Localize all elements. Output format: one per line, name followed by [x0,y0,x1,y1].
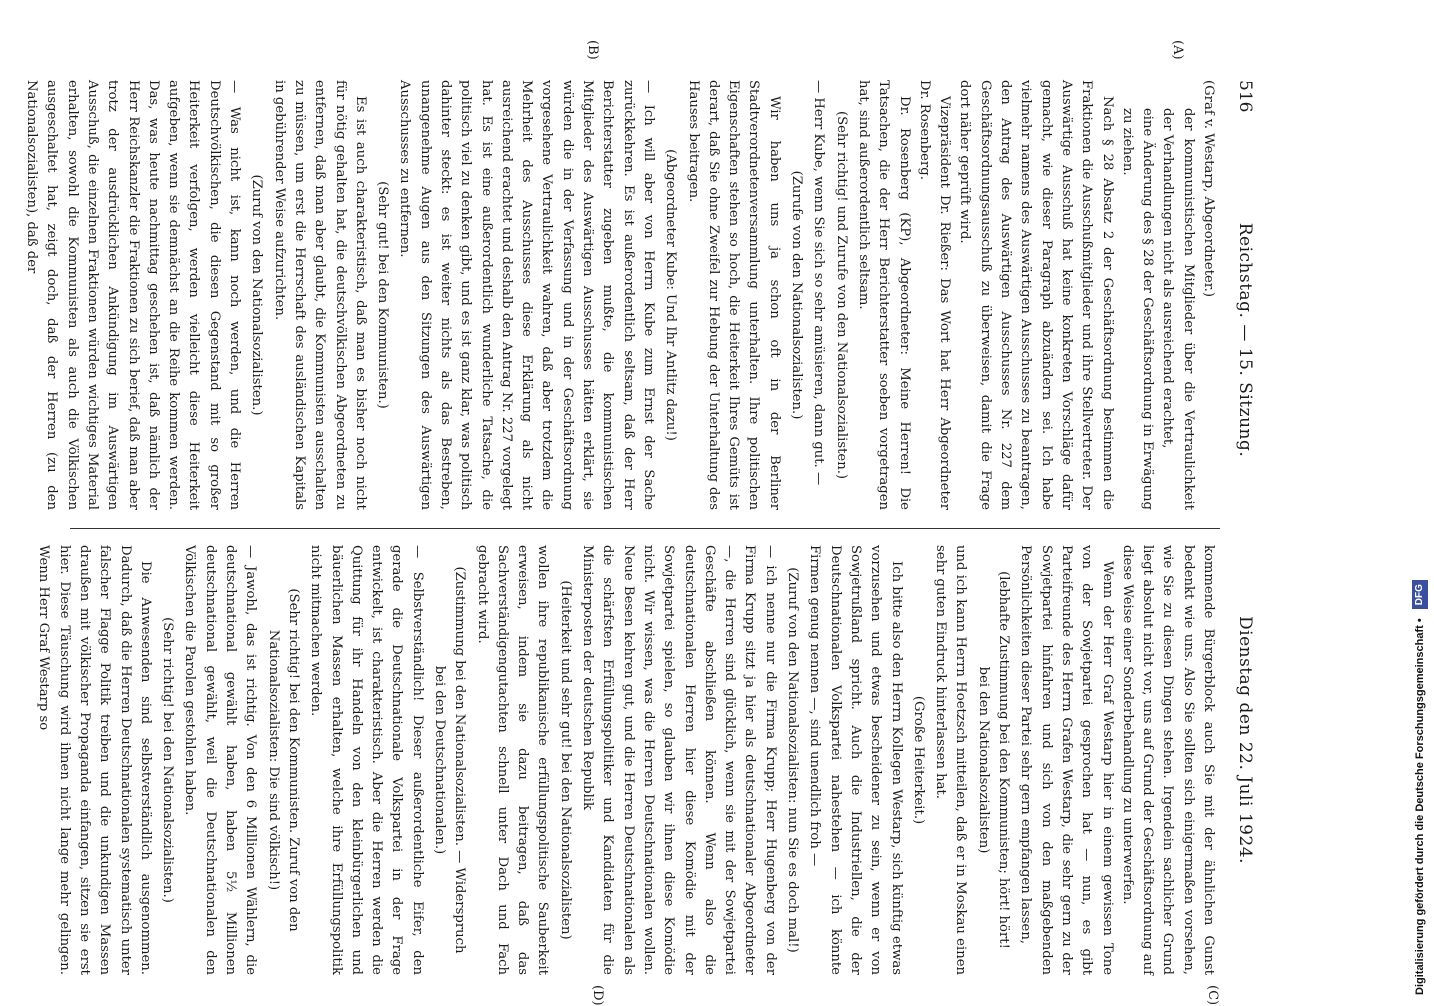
paragraph: (Sehr richtig! bei den Nationalsozialisten.) [160,617,176,903]
left-running-title: Reichstag. — 15. Sitzung. [1235,222,1255,458]
paragraph: — Ich will aber von Herrn Kube zum Ernst der Sache zurückkehren. Es ist außerordentlich seltsam, daß der Herr Berichterstatter zugeben mußte, die kommunistischen Mitglieder des Auswärtigen Ausschusses hätten erklärt, sie würden die in der Verfassung und in der Geschäftsordnung vorgesehene Vertraulichkeit wahren, daß aber trotzdem die Mehrheit des Ausschusses diese Erklärung als nicht ausreichend erachtet und deshalb den Antrag Nr. 227 vorgelegt hat. Es ist eine außerordentlich wunderliche Tatsache, die politisch viel zu denken gibt, und es ist ganz klar, was politisch dahinter steckt: es ist weiter nichts als das Bestreben, unangenehme Augen aus den Sitzungen des Auswärtigen Ausschusses zu entfernen. [397,80,656,510]
paragraph: Ich bitte also den Herrn Kollegen Westarp, sich künftig etwas vorzusehen und etwas bescheidener zu sein, wenn er von Sowjetrußland spricht. Auch die Industriellen, die der Deutschnationalen Volkspartei nahestehen — ich könnte Firmen genug nennen —, sind unendlich froh — [807,545,904,975]
paragraph: und ich kann Herrn Hoetzsch mitteilen, daß er in Moskau einen sehr guten Eindruck hinterlassen hat. [933,545,969,975]
dfg-logo: DFG [1412,580,1428,609]
paragraph: Wir haben uns ja schon oft in der Berliner Stadtverordnetenversammlung unterhalten. Ihre politischen Eigenschaften stehen so hoch, die Heiterkeit Ihres Gemüts ist derart, daß Sie ohne Zweifel zur Hebung der Unterhaltung des Hauses beitragen. [685,80,782,510]
paragraph: (Sehr richtig! bei den Kommunisten. Zuruf von den Nationalsozialisten: Die sind völkisch!) [265,588,301,932]
right-running-title: Dienstag den 22. Juli 1924. [1235,616,1255,864]
paragraph: Vizepräsident Dr. Rießer: Das Wort hat Herr Abgeordneter Dr. Rosenberg. [916,80,953,510]
paragraph: (Sehr richtig! und Zurufe von den Nationalsozialisten.) [833,110,849,480]
paragraph: — Jawohl, das ist richtig. Von den 6 Millionen Wählern, die deutschnational gewählt haben, haben 5½ Millionen deutschnational gewählt, weil die Deutschnationalen den Völkischen die Parolen gestohlen haben. [182,545,259,975]
paragraph: Die Anwesenden sind selbstverständlich ausgenommen. Dadurch, daß die Herren Deutschnationalen systematisch unter falscher Flagge Politik treiben und die unkundigen Massen draußen mit völkischer Propaganda einfangen, sitzen sie erst hier. Diese Täuschung wird ihnen nicht lange mehr gelingen. Wenn Herr Graf Westarp so [36,545,153,975]
paragraph: (Abgeordneter Kube: Und Ihr Antlitz dazu!) [663,149,679,441]
right-text-column [33,545,1218,975]
paragraph: (Zustimmung bei den Nationalsozialisten. — Widerspruch bei den Deutschnationalen.) [432,566,468,954]
paragraph: eine Änderung des § 28 der Geschäftsordnung in Erwägung zu ziehen. [1119,108,1156,510]
paragraph: Wenn der Herr Graf Westarp hier in einem gewissen Tone von der Sowjetpartei gesprochen hat — nun, es gibt Parteifreunde des Herrn Grafen Westarp, die sehr gern zu der Sowjetpartei hinfahren und sich von den maßgebenden Persönlichkeiten dieser Partei sehr gern empfangen lassen, [1018,545,1115,975]
credit-text: Digitalisierung gefördert durch die Deutsche Forschungsgemeinschaft • [1414,618,1426,995]
paragraph: (Graf v. Westarp, Abgeordneter.) [1201,80,1216,298]
paragraph: Nach § 28 Absatz 2 der Geschäftsordnung bestimmen die Fraktionen die Ausschußmitglieder und ihre Stellvertreter. Der Auswärtige Ausschuß hat keine konkreten Vorschläge dafür gemacht, wie dieser Paragraph abzuändern sei. Ich habe vielmehr namens des Auswärtigen Ausschusses zu beantragen, den Antrag des Auswärtigen Ausschusses Nr. 227 dem Geschäftsordnungsausschuß zu überweisen, damit die Frage dort näher geprüft wird. [957,80,1115,510]
margin-mark-a: (A) [1170,40,1185,60]
column-divider [70,528,1220,529]
paragraph: (lebhafte Zustimmung bei den Kommunisten; hört! hört! bei den Nationalsozialisten) [975,571,1012,949]
paragraph: der kommunistischen Mitglieder über die Vertraulichkeit der Verhandlungen nicht als ausreichend erachtet, [1160,108,1196,510]
paragraph: — Was nicht ist, kann noch werden, und die Herren Deutschvölkischen, die diesen Gegenstand mit so großer Heiterkeit verfolgen, werden vielleicht diese Heiterkeit aufgeben, wenn sie demnächst an die Reihe kommen werden. Das, was heute nachmittag geschehen ist, daß nämlich der Herr Reichskanzler die Fraktionen zu sich berief, daß man aber trotz der ausdrücklichen Ankündigung im Auswärtigen Ausschuß, die einzelnen Fraktionen würden wichtiges Material erhalten, sowohl die Kommunisten als auch die Völkischen ausgeschaltet hat, zeigt doch, daß der Herren (zu den Nationalsozialisten), daß der [24,80,243,510]
paragraph: (Heiterkeit und sehr gut! bei den Nationalsozialisten) [557,580,573,940]
paragraph: (Große Heiterkeit.) [910,695,926,825]
left-text-column [21,80,1218,510]
paragraph: wollen ihre republikanische erfüllungspolitische Sauberkeit erweisen, indem sie dazu beitragen, daß das Sachverständigengutachten schnell unter Dach und Fach gebracht wird. [474,545,551,975]
paragraph: kommende Bürgerblock auch Sie mit der ähnlichen Gunst bedenkt wie uns. Also Sie sollten sich einigermaßen vorsehen, wie Sie zu diesen Dingen stehen. Irgendein sachlicher Grund liegt absolut nicht vor, uns auf Grund der Geschäftsordnung auf diese Weise einer Sonderbehandlung zu unterwerfen. [1119,545,1216,975]
margin-mark-d: (D) [590,985,605,1006]
margin-mark-b: (B) [585,40,600,60]
paragraph: Es ist auch charakteristisch, daß man es bisher noch nicht für nötig gehalten hat, die deutschvölkischen Abgeordneten zu entfernen, daß man aber glaubt, die Kommunisten ausschalten zu müssen, um erst die Herrschaft des ausländischen Kapitals in gebührender Weise aufzurichten. [271,80,368,510]
page-number: 516 [1235,80,1255,113]
page-header [1227,80,1255,940]
paragraph: — Selbstverständlich! Dieser außerordentliche Eifer, den gerade die Deutschnationale Volkspartei in der Frage entwickelt, ist charakteristisch. Aber die Herren werden die Quittung für ihr Handeln von den kleinbürgerlichen und bäuerlichen Massen erhalten, welche ihre Erfüllungspolitik nicht mitmachen werden. [308,545,425,975]
digitization-credit [1406,5,1434,995]
paragraph: — ich nenne nur die Firma Krupp; Herr Hugenberg von der Firma Krupp sitzt ja hier als deutschnationaler Abgeordneter —, die Herren sind glücklich, wenn sie mit der Sowjetpartei Geschäfte abschließen können. Wenn also die deutschnationalen Herren hier diese Komödie mit der Sowjetpartei spielen, so glauben wir ihnen diese Komödie nicht. Wir wissen, was die Herren Deutschnationalen wollen. Neue Besen kehren gut, und die Herren Deutschnationalen als die schärfsten Erfüllungspolitiker und Kandidaten für die Ministerposten der deutschen Republik [580,545,778,975]
paragraph: Dr. Rosenberg (KP), Abgeordneter: Meine Herren! Die Tatsachen, die der Herr Berichterstatter soeben vorgetragen hat, sind außerordentlich seltsam. [855,80,912,510]
paragraph: (Zuruf von den Nationalsozialisten: nun Sie es doch mal!) [785,567,801,953]
paragraph: (Zurufe von den Nationalsozialisten.) [789,170,805,420]
paragraph: (Sehr gut! bei den Kommunisten.) [375,181,391,409]
margin-mark-c: (C) [1205,985,1220,1006]
paragraph: — Herr Kube, wenn Sie sich so sehr amüsieren, dann gut. — [811,80,827,486]
paragraph: (Zuruf von den Nationalsozialisten.) [249,174,265,416]
